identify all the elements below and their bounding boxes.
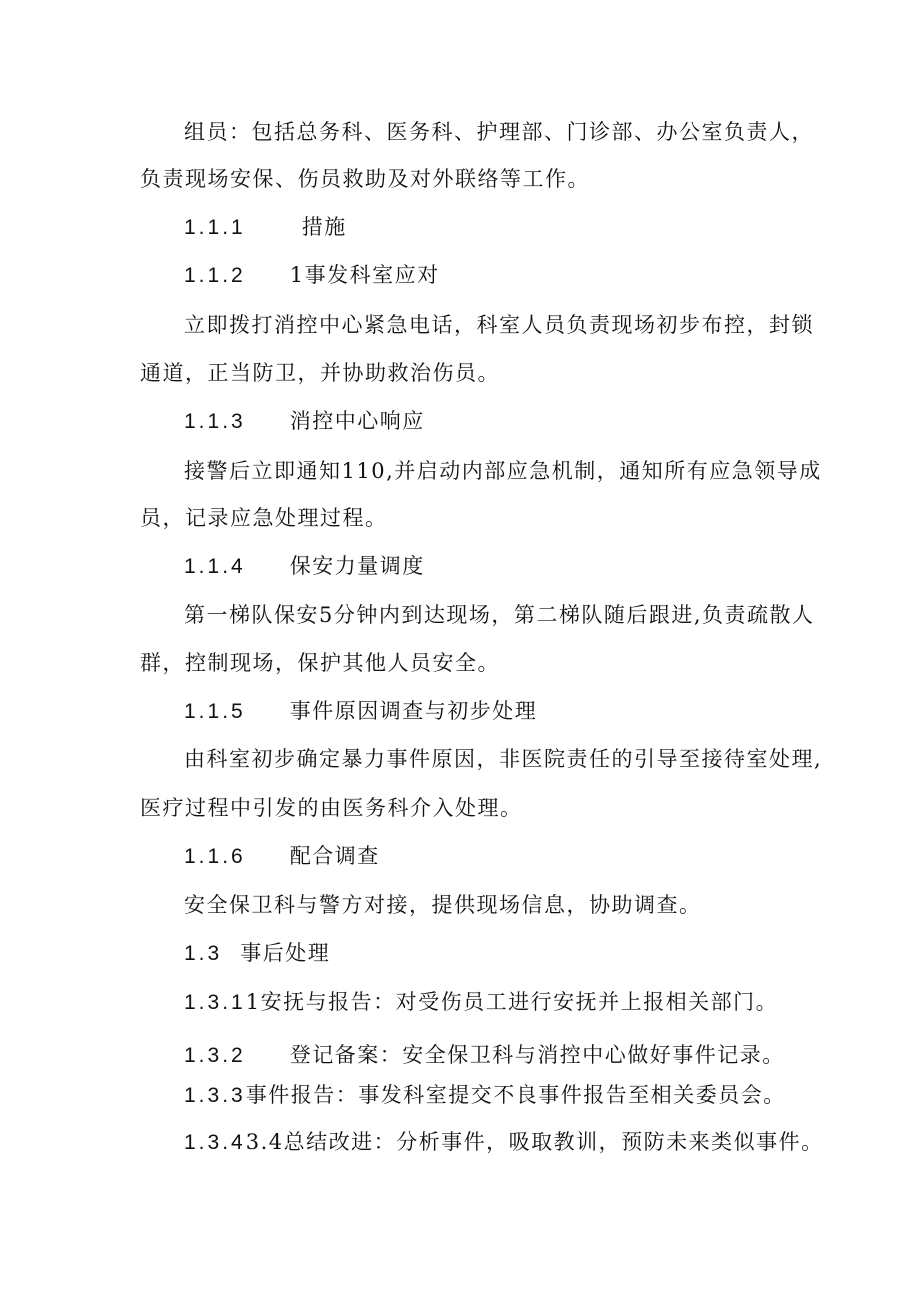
section-number: 1.3.2 (184, 1044, 246, 1067)
paragraph-investigation-line2: 医疗过程中引发的由医务科介入处理。 (140, 796, 523, 820)
heading-1-1-3 (184, 406, 425, 437)
heading-1-1-5 (184, 696, 537, 727)
paragraph-investigation-line1: 由科室初步确定暴力事件原因，非医院责任的引导至接待室处理, (184, 747, 823, 771)
paragraph-security-line2: 群，控制现场，保护其他人员安全。 (140, 651, 500, 675)
paragraph-response-line1: 立即拨打消控中心紧急电话，科室人员负责现场初步布控，封锁 (184, 313, 814, 337)
section-title: 措施 (301, 215, 347, 239)
heading-1-3-2 (184, 1040, 785, 1071)
section-title: 登记备案：安全保卫科与消控中心做好事件记录。 (289, 1043, 785, 1067)
section-title: 1安抚与报告：对受伤员工进行安抚并上报相关部门。 (245, 990, 779, 1014)
heading-1-1-2 (184, 260, 440, 291)
heading-1-1-6 (184, 841, 380, 872)
heading-1-3-1 (184, 987, 778, 1018)
paragraph-control-center-line2: 员，记录应急处理过程。 (140, 506, 388, 530)
section-number: 1.3 (184, 942, 223, 965)
paragraph-members-line2: 负责现场安保、伤员救助及对外联络等工作。 (140, 167, 590, 191)
section-title: 1事发科室应对 (289, 263, 440, 287)
section-title: 保安力量调度 (289, 554, 425, 578)
section-title: 3.4总结改进：分析事件，吸取教训，预防未来类似事件。 (245, 1130, 824, 1154)
section-number: 1.1.4 (184, 555, 246, 578)
section-title: 事件报告：事发科室提交不良事件报告至相关委员会。 (245, 1083, 786, 1107)
section-number: 1.1.6 (184, 845, 246, 868)
section-number: 1.3.1 (184, 991, 246, 1014)
section-number: 1.3.4 (184, 1131, 246, 1154)
heading-1-3-3 (184, 1080, 786, 1111)
heading-1-3-4 (184, 1127, 824, 1158)
section-number: 1.3.3 (184, 1084, 246, 1107)
heading-1-1-1 (184, 212, 347, 243)
paragraph-cooperation: 安全保卫科与警方对接，提供现场信息，协助调查。 (184, 893, 702, 917)
section-number: 1.1.2 (184, 264, 246, 287)
section-number: 1.1.5 (184, 700, 246, 723)
heading-1-1-4 (184, 551, 425, 582)
section-number: 1.1.1 (184, 216, 246, 239)
paragraph-security-line1: 第一梯队保安5分钟内到达现场，第二梯队随后跟进,负责疏散人 (184, 603, 815, 627)
section-title: 消控中心响应 (289, 409, 425, 433)
paragraph-response-line2: 通道，正当防卫，并协助救治伤员。 (140, 361, 500, 385)
paragraph-control-center-line1: 接警后立即通知110,并启动内部应急机制，通知所有应急领导成 (184, 459, 822, 483)
section-number: 1.1.3 (184, 410, 246, 433)
section-title: 配合调查 (289, 844, 380, 868)
section-title: 事后处理 (240, 941, 331, 965)
section-title: 事件原因调查与初步处理 (289, 699, 538, 723)
heading-1-3 (184, 938, 330, 969)
paragraph-members-line1: 组员：包括总务科、医务科、护理部、门诊部、办公室负责人， (184, 120, 814, 144)
